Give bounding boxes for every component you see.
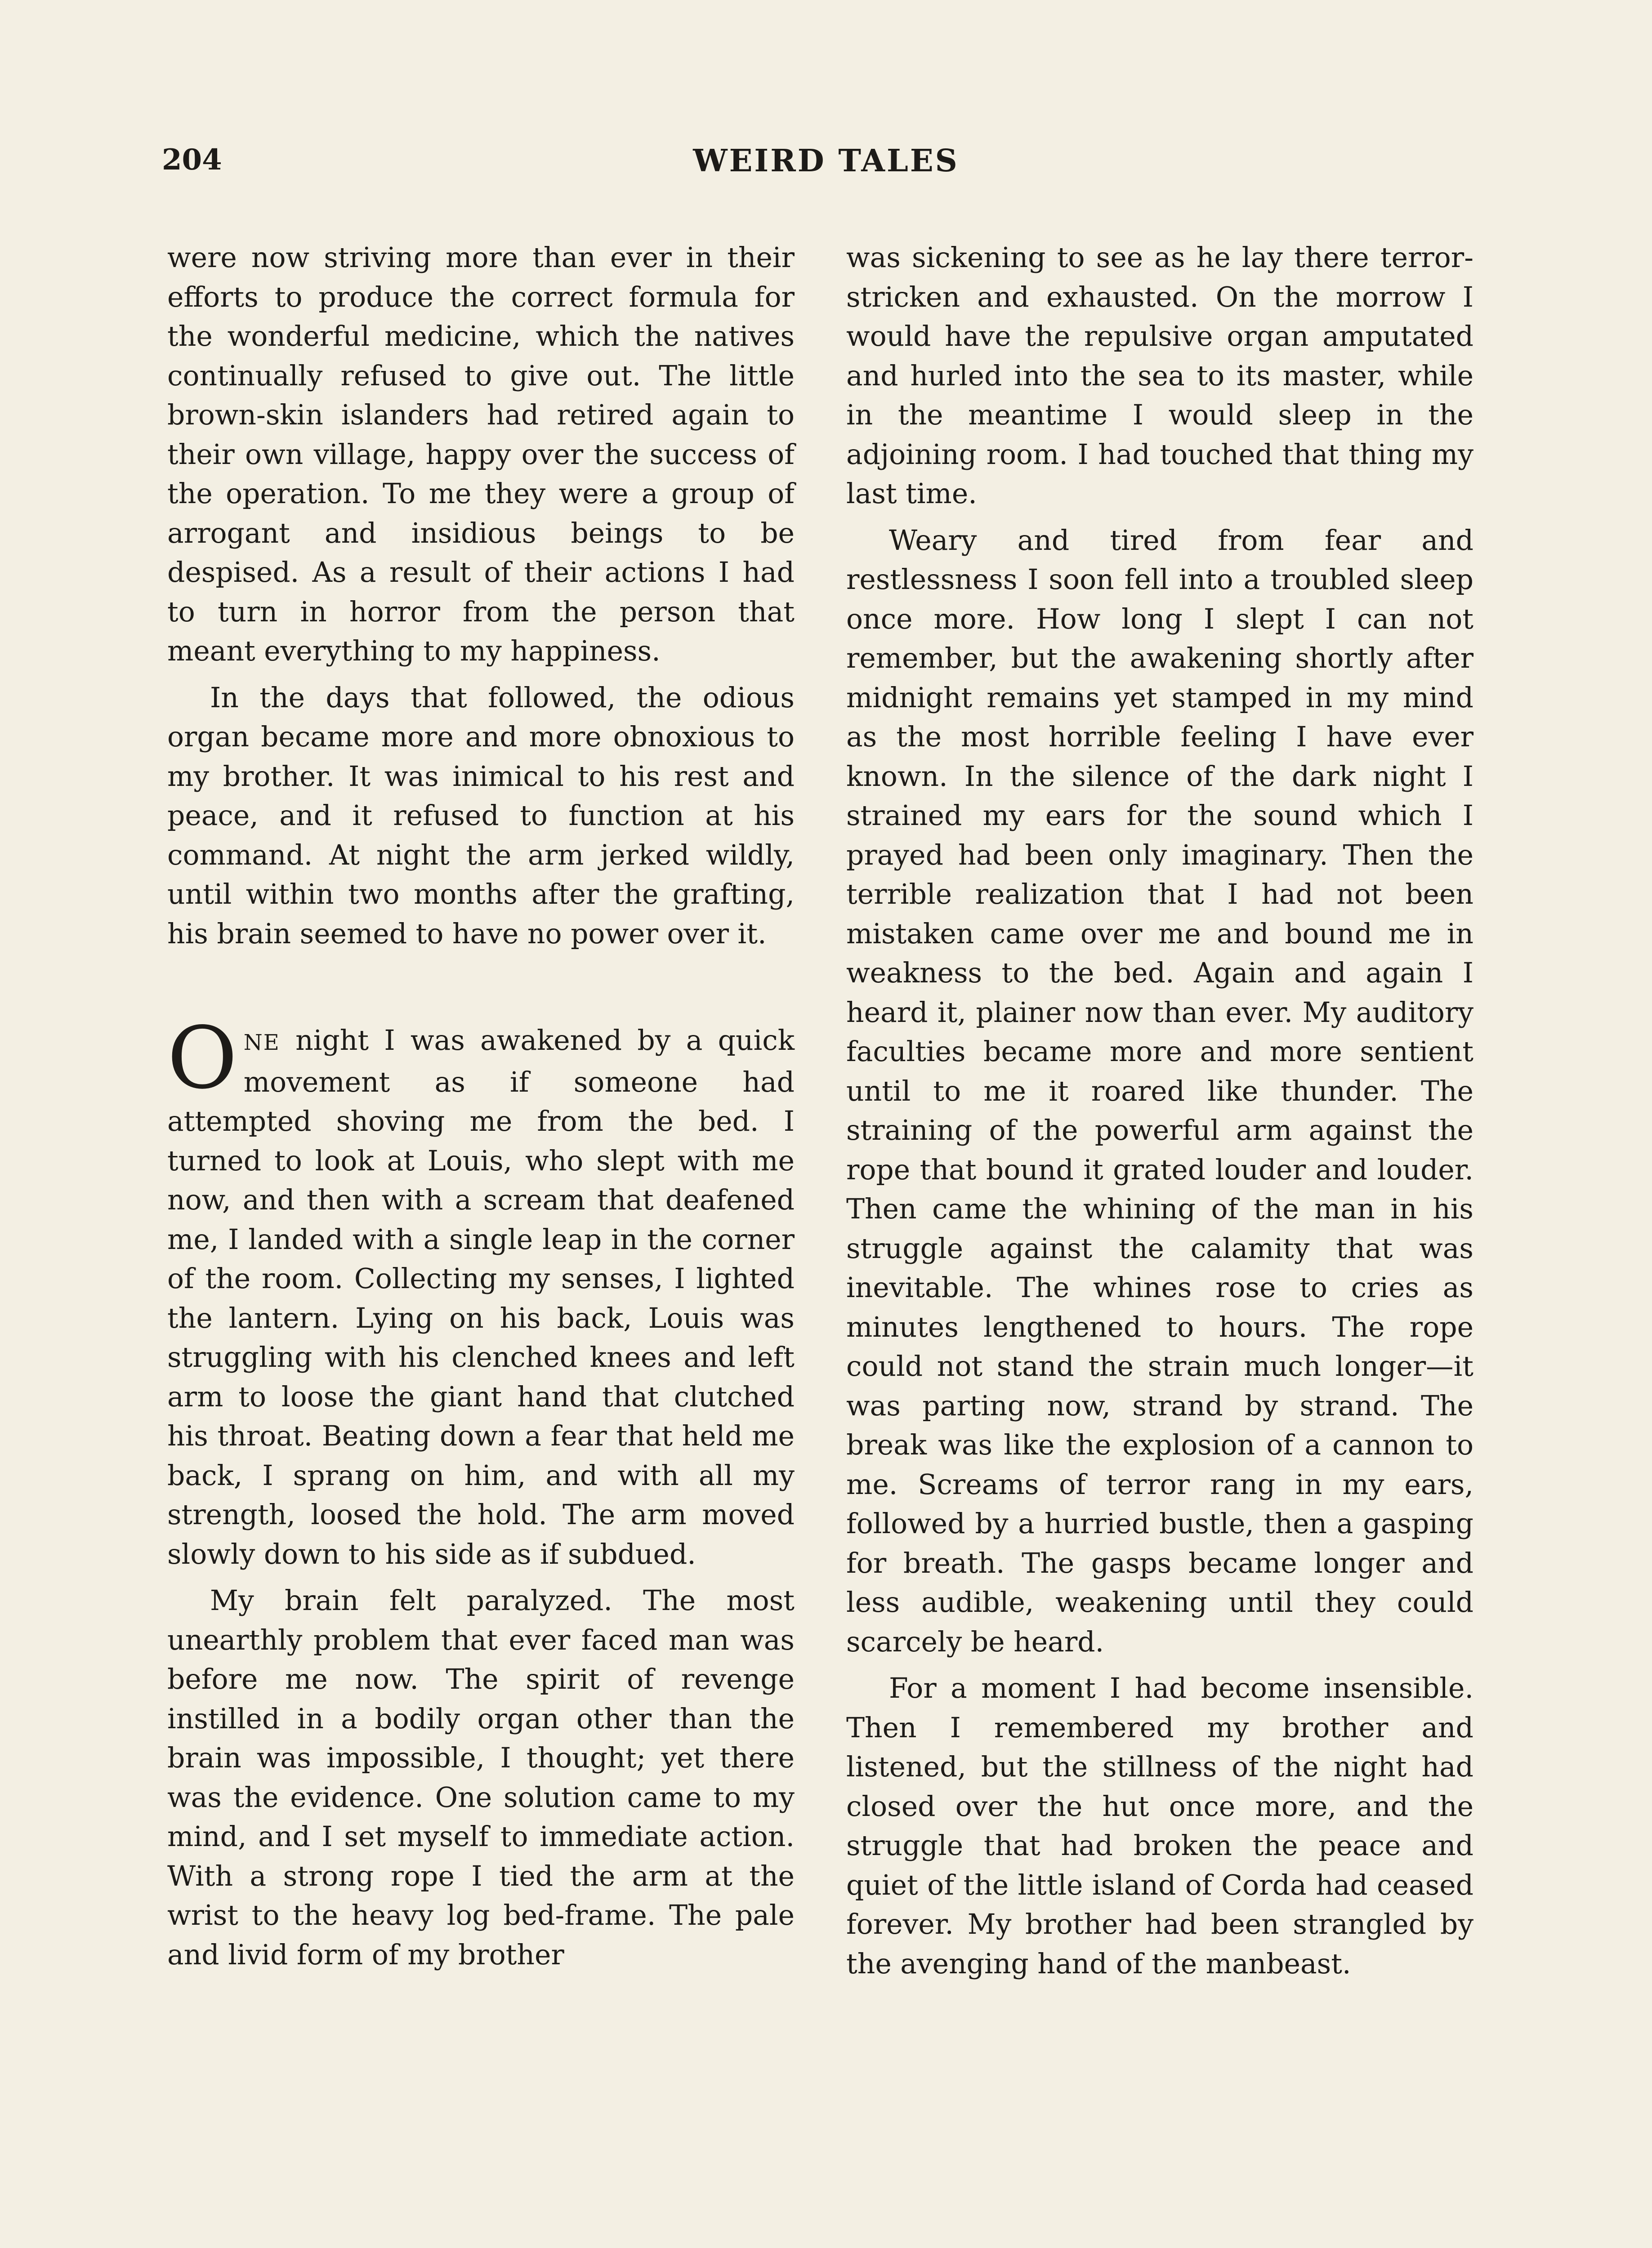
paragraph: My brain felt paralyzed. The most unearthly problem that ever faced man was before me now. The spirit of revenge instilled in a bodily organ other than the brain was impossible, I thought; yet there was the evidence. One solution came to my mind, and I set myself to immediate action. With a strong rope I tied the arm at the wrist to the heavy log bed-frame. The pale and livid form of my brother [167,1584,795,1971]
right-column [846,238,1473,1991]
section-paragraph [167,1008,795,1574]
magazine-title: WEIRD TALES [693,143,959,179]
drop-cap: O [167,1008,237,1108]
paragraph: Weary and tired from fear and restlessness I soon fell into a troubled sleep once more. How long I slept I can not remember, but the awakening shortly after midnight remains yet stamped in my mind as the most horrible feeling I have ever known. In the silence of the dark night I strained my ears for the sound which I prayed had been only imaginary. Then the terrible realization that I had not been mistaken came over me and bound me in weakness to the bed. Again and again I heard it, plainer now than ever. My auditory faculties became more and more sentient until to me it roared like thunder. The straining of the powerful arm against the rope that bound it grated louder and louder. Then came the whining of the man in his struggle against the calamity that was inevitable. The whines rose to cries as minutes lengthened to hours. The rope could not stand the strain much longer—it was parting now, strand by strand. The break was like the explosion of a cannon to me. Screams of terror rang in my ears, followed by a hurried bustle, then a gasping for breath. The gasps became longer and less audible, weakening until they could scarcely be heard. [846,524,1473,1658]
small-caps-lead: NE [243,1030,280,1055]
paragraph: For a moment I had become insensible. Then I remembered my brother and listened, but the stillness of the night had closed over the hut once more, and the struggle that had broken the peace and quiet of the little island of Corda had ceased forever. My brother had been strangled by the avenging hand of the manbeast. [846,1672,1473,1980]
running-header [162,143,1490,192]
paragraph: In the days that followed, the odious organ became more and more obnoxious to my brother. It was inimical to his rest and peace, and it refused to function at his command. At night the arm jerked wildly, until within two months after the grafting, his brain seemed to have no power over it. [167,681,795,950]
paragraph: were now striving more than ever in their efforts to produce the correct formula for the wonderful medicine, which the natives continually refused to give out. The little brown-skin islanders had retired again to their own village, happy over the success of the operation. To me they were a group of arrogant and insidious beings to be despised. As a result of their actions I had to turn in horror from the person that meant everything to my happiness. [167,241,795,667]
paragraph: was sickening to see as he lay there terror-stricken and exhausted. On the morrow I would have the repulsive organ amputated and hurled into the sea to its master, while in the meantime I would sleep in the adjoining room. I had touched that thing my last time. [846,241,1473,510]
left-column [167,238,795,1982]
paragraph-text: night I was awakened by a quick movement as if someone had attempted shoving me from the bed. I turned to look at Louis, who slept with me now, and then with a scream that deafened me, I landed with a single leap in the corner of the room. Collecting my senses, I lighted the lantern. Lying on his back, Louis was struggling with his clenched knees and left arm to loose the giant hand that clutched his throat. Beating down a fear that held me back, I sprang on him, and with all my strength, loosed the hold. The arm moved slowly down to his side as if subdued. [167,1024,795,1570]
page-number: 204 [162,143,222,177]
